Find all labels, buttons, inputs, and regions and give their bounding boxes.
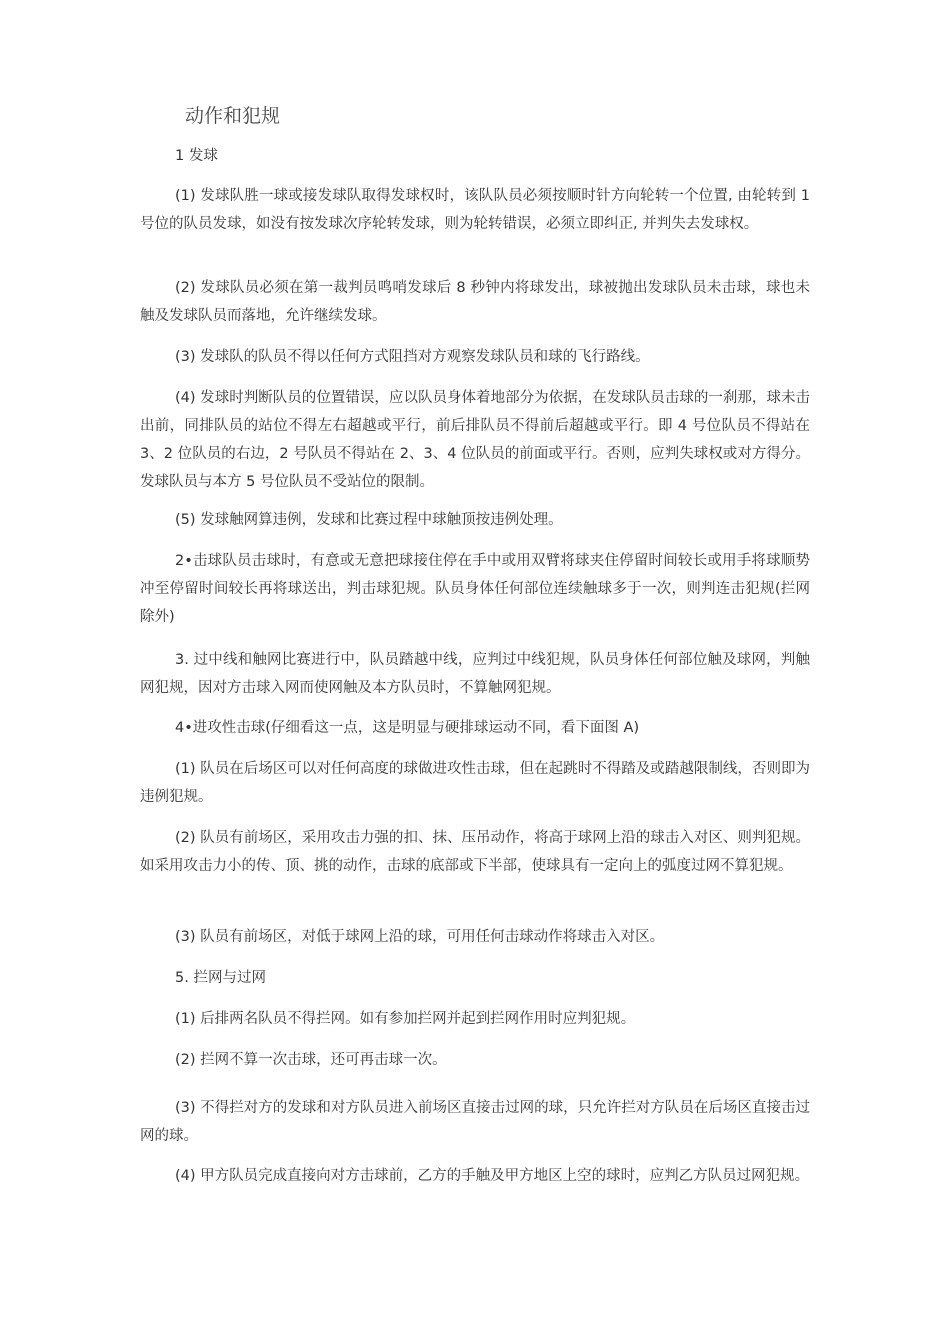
paragraph: (1) 队员在后场区可以对任何高度的球做进攻性击球，但在起跳时不得踏及或踏越限制线，否则即为违例犯规。 xyxy=(140,761,810,805)
paragraph: (3) 不得拦对方的发球和对方队员进入前场区直接击过网的球，只允许拦对方队员在后场区直接击过网的球。 xyxy=(140,1100,810,1144)
section-heading-attack: 4•进攻性击球(仔细看这一点，这是明显与硬排球运动不同，看下面图 A) xyxy=(175,720,640,736)
section-heading-centerline: 3. 过中线和触网比赛进行中，队员踏越中线，应判过中线犯规，队员身体任何部位触及球网，判触网犯规，因对方击球入网而使网触及本方队员时，不算触网犯规。 xyxy=(140,652,810,696)
paragraph: (1) 后排两名队员不得拦网。如有参加拦网并起到拦网作用时应判犯规。 xyxy=(175,1011,636,1027)
paragraph: (2) 拦网不算一次击球，还可再击球一次。 xyxy=(175,1052,447,1068)
paragraph: (1) 发球队胜一球或接发球队取得发球权时，该队队员必须按顺时针方向轮转一个位置, 由轮转到 1 号位的队员发球，如没有按发球次序轮转发球，则为轮转错误，必须立即纠正, 并判失去发球权。 xyxy=(140,188,810,232)
paragraph: (5) 发球触网算违例，发球和比赛过程中球触顶按违例处理。 xyxy=(175,512,563,528)
section-heading-block: 5. 拦网与过网 xyxy=(175,970,266,986)
page-title: 动作和犯规 xyxy=(185,105,281,127)
paragraph: (3) 队员有前场区，对低于球网上沿的球，可用任何击球动作将球击入对区。 xyxy=(175,929,665,945)
section-heading-hit: 2•击球队员击球时，有意或无意把球接住停在手中或用双臂将球夹住停留时间较长或用手将球顺势冲至停留时间较长再将球送出，判击球犯规。队员身体任何部位连续触球多于一次，则判连击犯规(拦网除外) xyxy=(140,553,810,625)
paragraph: (2) 发球队员必须在第一裁判员鸣哨发球后 8 秒钟内将球发出，球被抛出发球队员未击球，球也未触及发球队员而落地，允许继续发球。 xyxy=(140,280,810,324)
section-heading-serve: 1 发球 xyxy=(175,148,218,164)
paragraph: (4) 甲方队员完成直接向对方击球前，乙方的手触及甲方地区上空的球时，应判乙方队员过网犯规。 xyxy=(175,1168,810,1184)
paragraph: (2) 队员有前场区，采用攻击力强的扣、抹、压吊动作，将高于球网上沿的球击入对区、则判犯规。如采用攻击力小的传、顶、挑的动作，击球的底部或下半部，使球具有一定向上的弧度过网不算犯规。 xyxy=(140,830,810,874)
paragraph: (4) 发球时判断队员的位置错误，应以队员身体着地部分为依据，在发球队员击球的一刹那，球未击出前，同排队员的站位不得左右超越或平行，前后排队员不得前后超越或平行。即 4 号位队员不得站在 3、2 位队员的右边，2 号队员不得站在 2、3、4 位队员的前面或平行。否则，应判失球权或对方得分。发球队员与本方 5 号位队员不受站位的限制。 xyxy=(140,390,810,490)
paragraph: (3) 发球队的队员不得以任何方式阻挡对方观察发球队员和球的飞行路线。 xyxy=(175,349,650,365)
